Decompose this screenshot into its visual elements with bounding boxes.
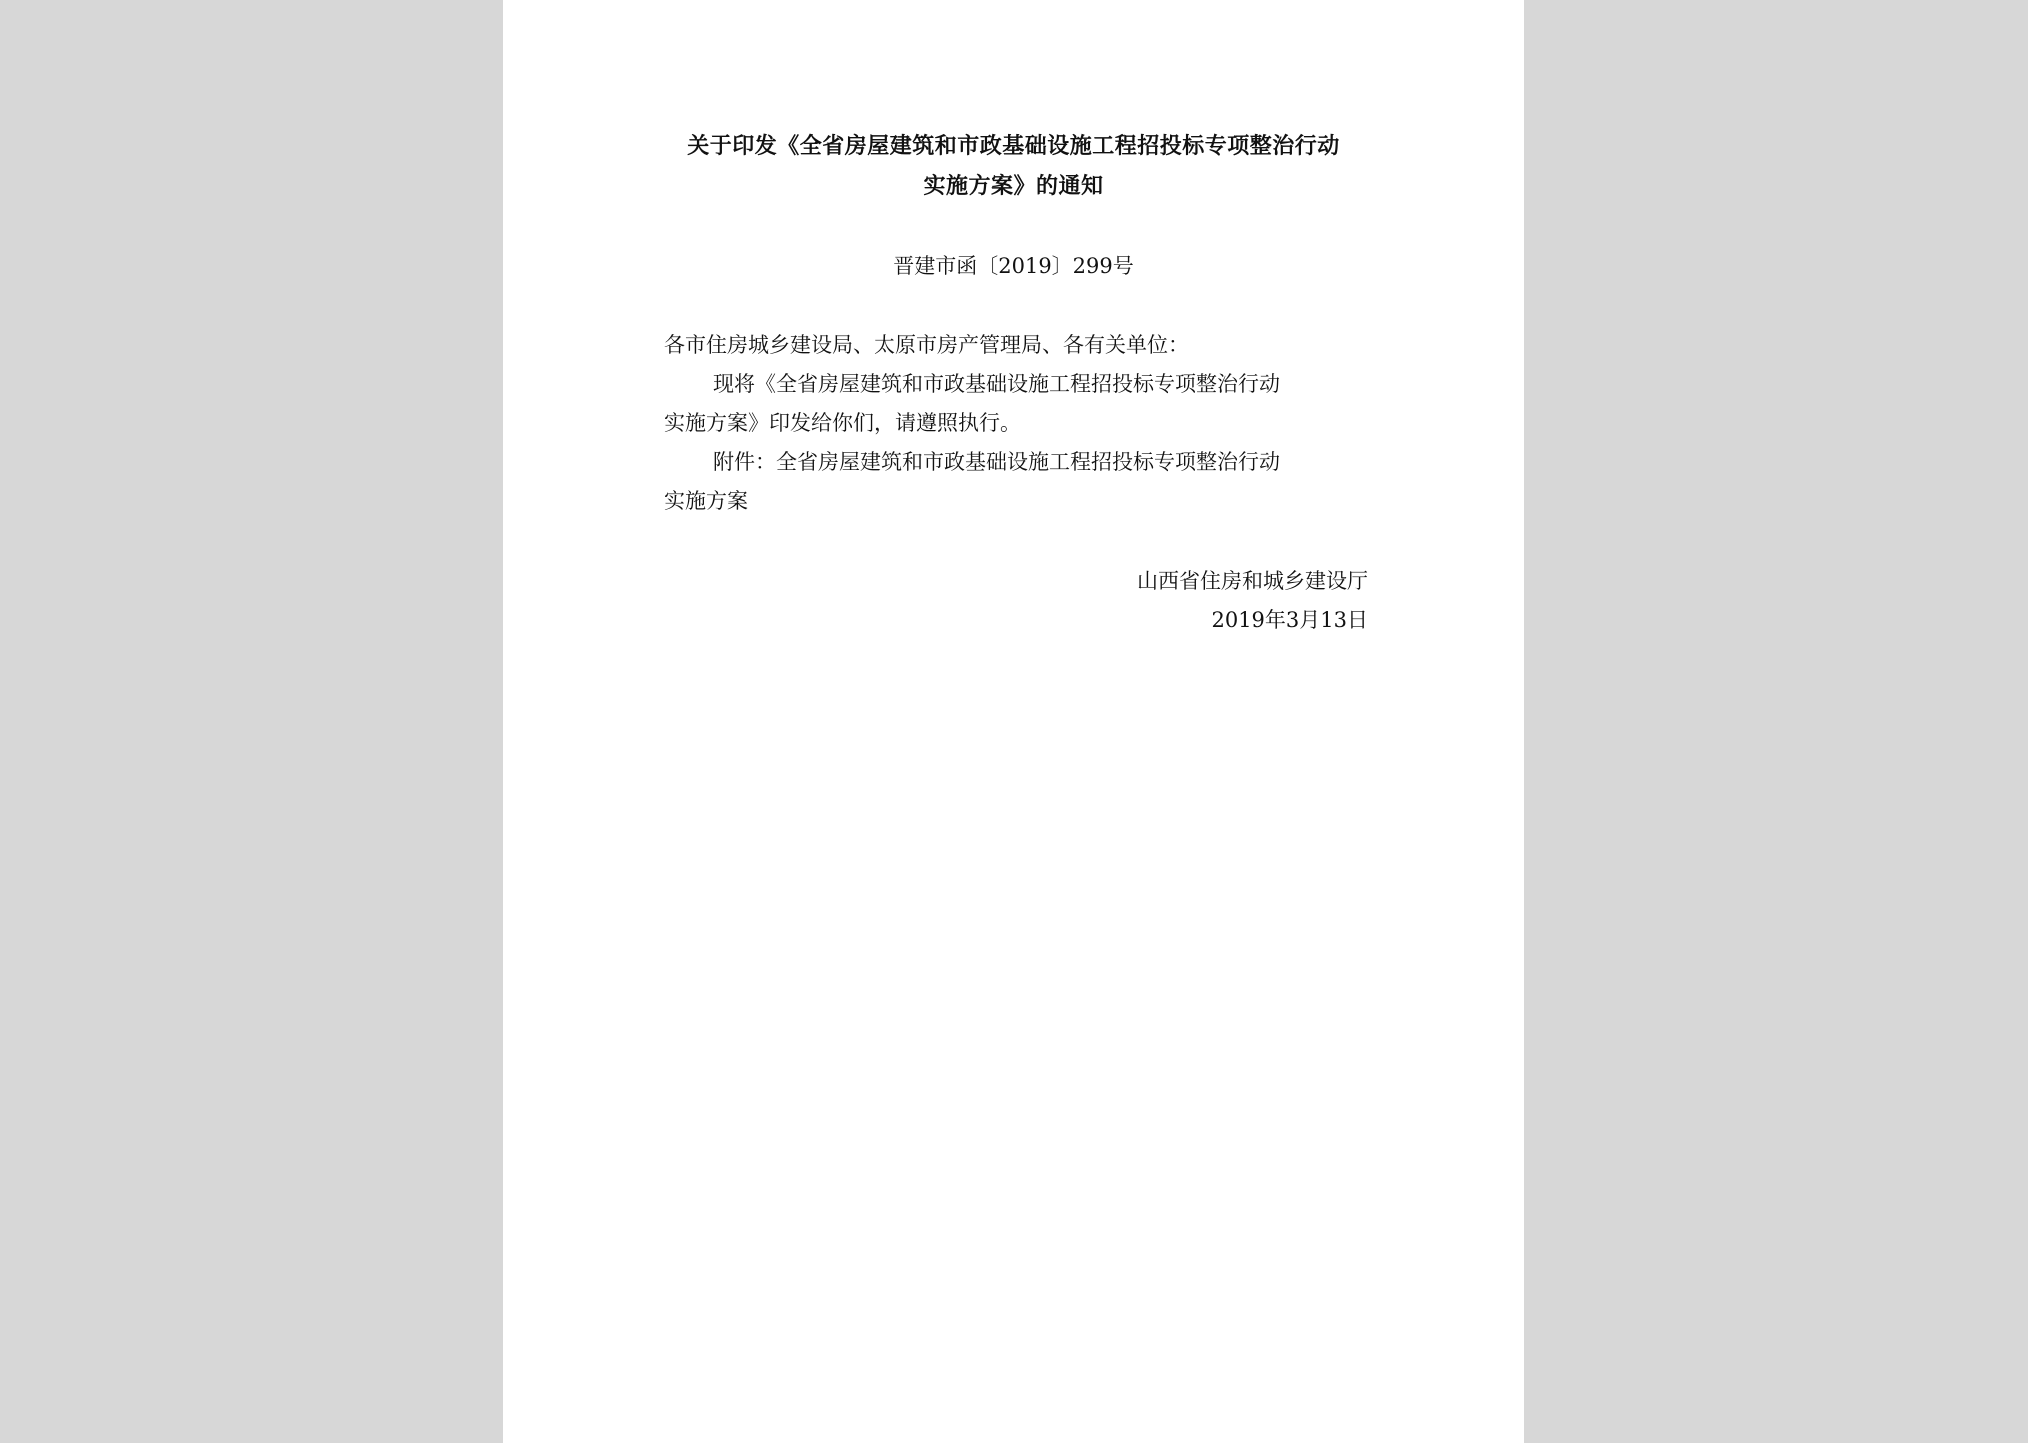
- attachment-line-2: 实施方案: [664, 489, 748, 513]
- paragraph-1-line-2: 实施方案》印发给你们，请遵照执行。: [664, 411, 1021, 435]
- document-number: 晋建市函〔2019〕299号: [893, 254, 1134, 278]
- issuer-signature: 山西省住房和城乡建设厅: [1137, 569, 1368, 593]
- document-title-line-2: 实施方案》的通知: [923, 174, 1104, 199]
- document-title-line-1: 关于印发《全省房屋建筑和市政基础设施工程招投标专项整治行动: [687, 134, 1340, 159]
- document-page: [503, 0, 1524, 1443]
- salutation: 各市住房城乡建设局、太原市房产管理局、各有关单位：: [664, 333, 1189, 357]
- paragraph-1-line-1: 现将《全省房屋建筑和市政基础设施工程招投标专项整治行动: [713, 372, 1280, 396]
- attachment-line-1: 附件：全省房屋建筑和市政基础设施工程招投标专项整治行动: [713, 450, 1280, 474]
- issue-date: 2019年3月13日: [1211, 608, 1368, 632]
